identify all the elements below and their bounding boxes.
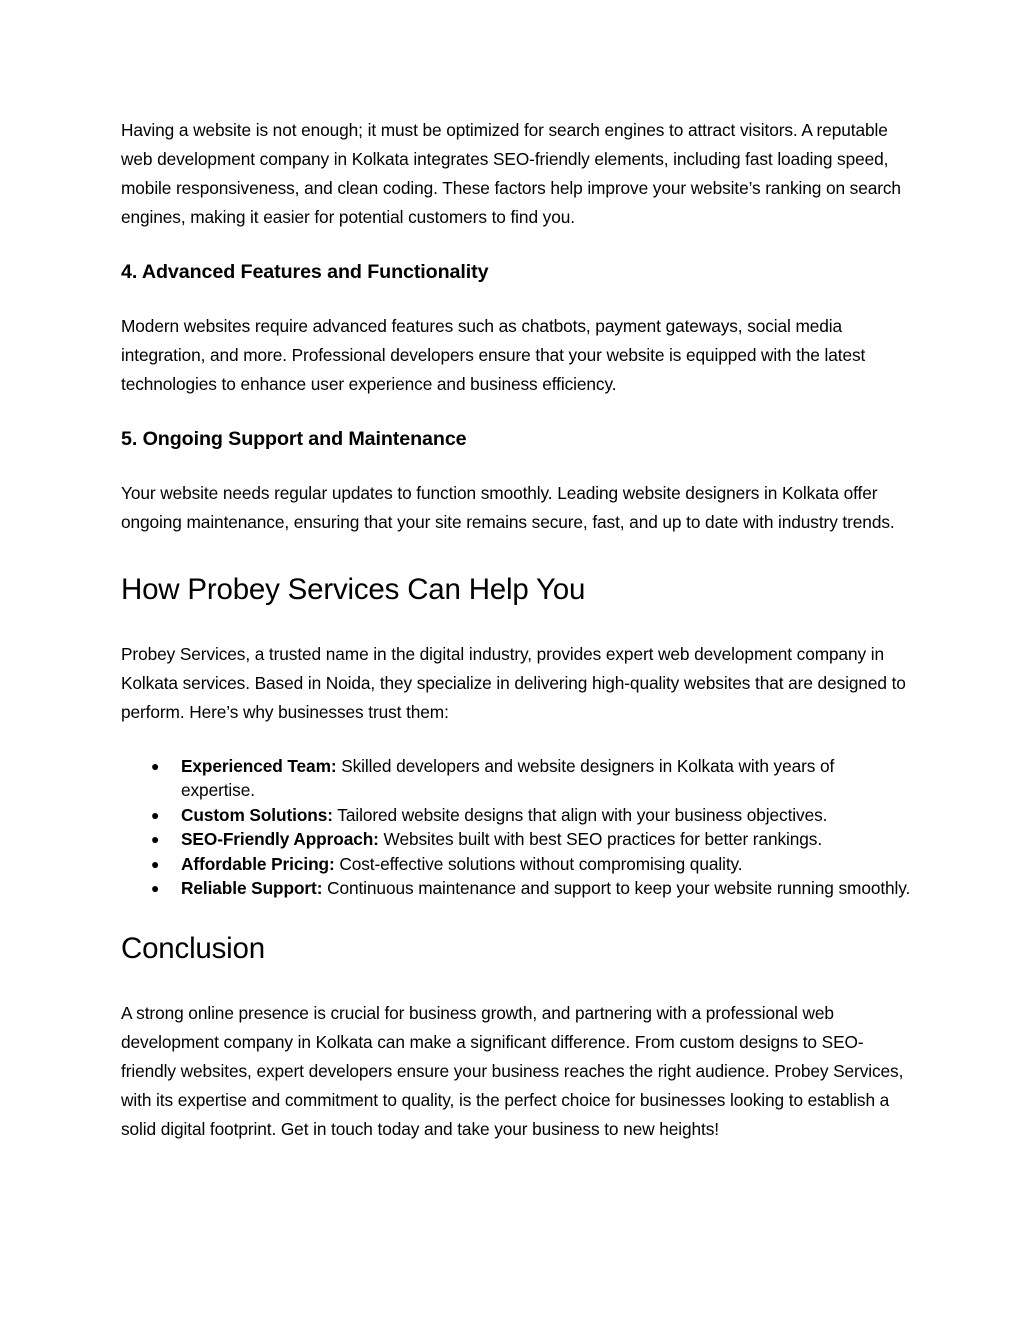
section-heading-probey-services: How Probey Services Can Help You — [121, 573, 586, 606]
list-item-label: SEO-Friendly Approach: — [181, 829, 379, 850]
intro-paragraph: Having a website is not enough; it must be optimized for search engines to attract visitors. A reputable web development company in Kolkata integrates SEO-friendly elements, including fast loading speed, mobile responsiveness, and clean coding. These factors help improve your website’s ranking on search engines, making it easier for potential customers to find you. — [121, 120, 901, 227]
bullet-icon: ● — [151, 831, 160, 848]
bullet-icon: ● — [151, 880, 160, 897]
list-item-text: Tailored website designs that align with your business objectives. — [337, 804, 828, 825]
list-item-label: Affordable Pricing: — [181, 853, 335, 874]
list-item — [121, 827, 911, 851]
list-item — [121, 754, 911, 803]
bullet-icon: ● — [151, 758, 160, 774]
ongoing-support-paragraph: Your website needs regular updates to function smoothly. Leading website designers in Kolkata offer ongoing maintenance, ensuring that your site remains secure, fast, and up to date with industry trends. — [121, 483, 895, 532]
list-item — [121, 876, 911, 900]
benefits-list — [121, 754, 911, 900]
section-heading-conclusion: Conclusion — [121, 932, 265, 966]
list-item-text: Websites built with best SEO practices for better rankings. — [383, 829, 823, 850]
list-item-text: Continuous maintenance and support to keep your website running smoothly. — [327, 878, 911, 899]
list-item — [121, 803, 911, 827]
list-item-label: Custom Solutions: — [181, 804, 333, 825]
advanced-features-paragraph: Modern websites require advanced features such as chatbots, payment gateways, social media integration, and more. Professional developers ensure that your website is equipped with the latest technologies to enhance user experience and business efficiency. — [121, 316, 866, 394]
conclusion-paragraph: A strong online presence is crucial for business growth, and partnering with a professional web development company in Kolkata can make a significant difference. From custom designs to SEO-friendly websites, expert developers ensure your business reaches the right audience. Probey Services, with its expertise and commitment to quality, is the perfect choice for businesses looking to establish a solid digital footprint. Get in touch today and take your business to new heights! — [121, 1003, 904, 1140]
bullet-icon: ● — [151, 855, 160, 872]
list-item-text: Cost-effective solutions without compromising quality. — [339, 853, 743, 874]
list-item-text: Skilled developers and website designers in Kolkata with years of expertise. — [181, 756, 835, 801]
list-item-label: Experienced Team: — [181, 756, 337, 776]
section-heading-advanced-features: 4. Advanced Features and Functionality — [121, 261, 489, 283]
section-heading-ongoing-support: 5. Ongoing Support and Maintenance — [121, 428, 467, 450]
bullet-icon: ● — [151, 806, 160, 823]
document-page — [121, 116, 911, 1144]
list-item — [121, 852, 911, 876]
probey-services-paragraph: Probey Services, a trusted name in the digital industry, provides expert web development company in Kolkata services. Based in Noida, they specialize in delivering high-quality websites that are designed to perform. Here’s why businesses trust them: — [121, 644, 906, 722]
list-item-label: Reliable Support: — [181, 878, 323, 899]
